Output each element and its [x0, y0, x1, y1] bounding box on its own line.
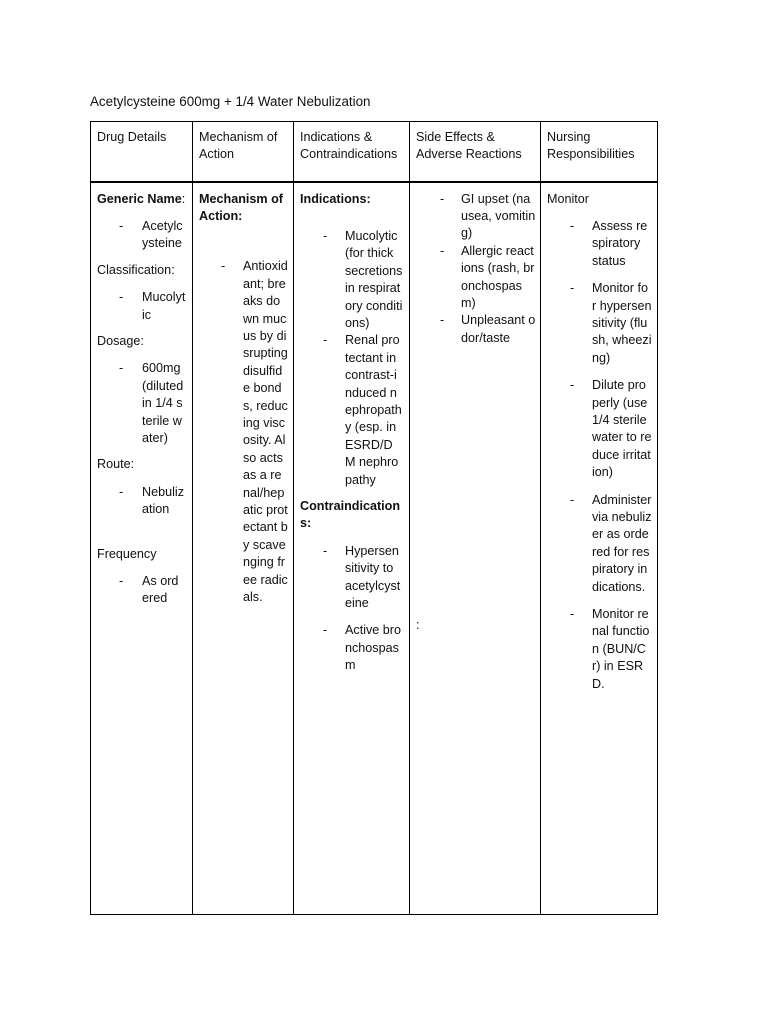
header-nursing: Nursing Responsibilities — [547, 130, 635, 162]
header-side-effects: Side Effects & Adverse Reactions — [416, 130, 522, 162]
contraindication-item: - Hypersensitivity to acetylcysteine — [323, 543, 401, 611]
nursing-item: - Monitor for hypersensitivity (flush, wheezing) — [570, 281, 652, 365]
nursing-item: - Assess respiratory status — [570, 218, 648, 268]
nursing-item: - Monitor renal function (BUN/Cr) in ESRD. — [570, 607, 650, 691]
contraindication-item: - Active bronchospasm — [323, 623, 401, 673]
contraindications-heading: Contraindications: — [300, 499, 401, 531]
generic-name-label: Generic Name — [97, 191, 182, 206]
drug-card-table — [90, 121, 658, 915]
header-indications: Indications & Contraindications — [300, 130, 398, 162]
header-mechanism: Mechanism of Action — [199, 130, 278, 162]
side-effect-item: - Allergic reactions (rash, bronchospasm) — [440, 243, 535, 310]
header-cell-side-effects — [410, 122, 541, 182]
classification-value: Mucolytic — [142, 290, 186, 322]
nursing-item: - Dilute properly (use 1/4 sterile water to reduce irritation) — [570, 378, 652, 480]
stray-colon: : — [416, 617, 420, 632]
side-effects-cell — [410, 182, 541, 915]
indications-cell — [294, 182, 410, 915]
drug-details-cell: Generic Name: - Acetylcysteine Classification: - Mucolytic Dosage: - 600mg (diluted in 1/4 sterile water) Route: - Nebulization Frequency - As ordered — [91, 182, 193, 915]
dosage-label: Dosage: — [97, 333, 144, 348]
indication-item: - Renal protectant in contrast-induced nephropathy (esp. in ESRD/DM nephropathy — [323, 333, 402, 487]
mechanism-cell: Mechanism of Action: - Antioxidant; breaks down mucus by disrupting disulfide bonds, reducing viscosity. Also acts as a renal/hepatic protectant by scavenging free radicals. — [193, 182, 294, 915]
header-cell-drug-details — [91, 122, 193, 182]
generic-name-colon: : — [181, 191, 186, 206]
nursing-heading: Monitor — [547, 191, 589, 206]
route-label: Route: — [97, 457, 135, 472]
classification-label: Classification: — [97, 262, 175, 277]
table-body-row — [91, 182, 658, 915]
dosage-value: 600mg (diluted in 1/4 sterile water) — [142, 361, 184, 445]
table-header-row — [91, 122, 658, 182]
mechanism-text: Antioxidant; breaks down mucus by disrupting disulfide bonds, reducing viscosity. Also acts as a renal/hepatic protectant by scavenging free radicals. — [243, 259, 288, 605]
indication-item: - Mucolytic (for thick secretions in respiratory conditions) — [323, 228, 403, 330]
frequency-label: Frequency — [97, 546, 157, 561]
nursing-cell — [541, 182, 658, 915]
header-drug-details: Drug Details — [97, 130, 167, 144]
header-cell-indications — [294, 122, 410, 182]
side-effect-item: - GI upset (nausea, vomiting) — [440, 191, 536, 241]
document-title: Acetylcysteine 600mg + 1/4 Water Nebulization — [90, 94, 371, 109]
generic-name-value: Acetylcysteine — [142, 218, 183, 251]
indications-heading: Indications: — [300, 191, 371, 206]
nursing-item: - Administer via nebulizer as ordered for respiratory indications. — [570, 492, 652, 594]
route-value: Nebulization — [142, 484, 184, 517]
frequency-value: As ordered — [142, 574, 179, 606]
header-cell-nursing — [541, 122, 658, 182]
header-cell-mechanism — [193, 122, 294, 182]
mechanism-heading: Mechanism of Action: — [199, 191, 283, 223]
side-effect-item: - Unpleasant odor/taste — [440, 313, 536, 345]
